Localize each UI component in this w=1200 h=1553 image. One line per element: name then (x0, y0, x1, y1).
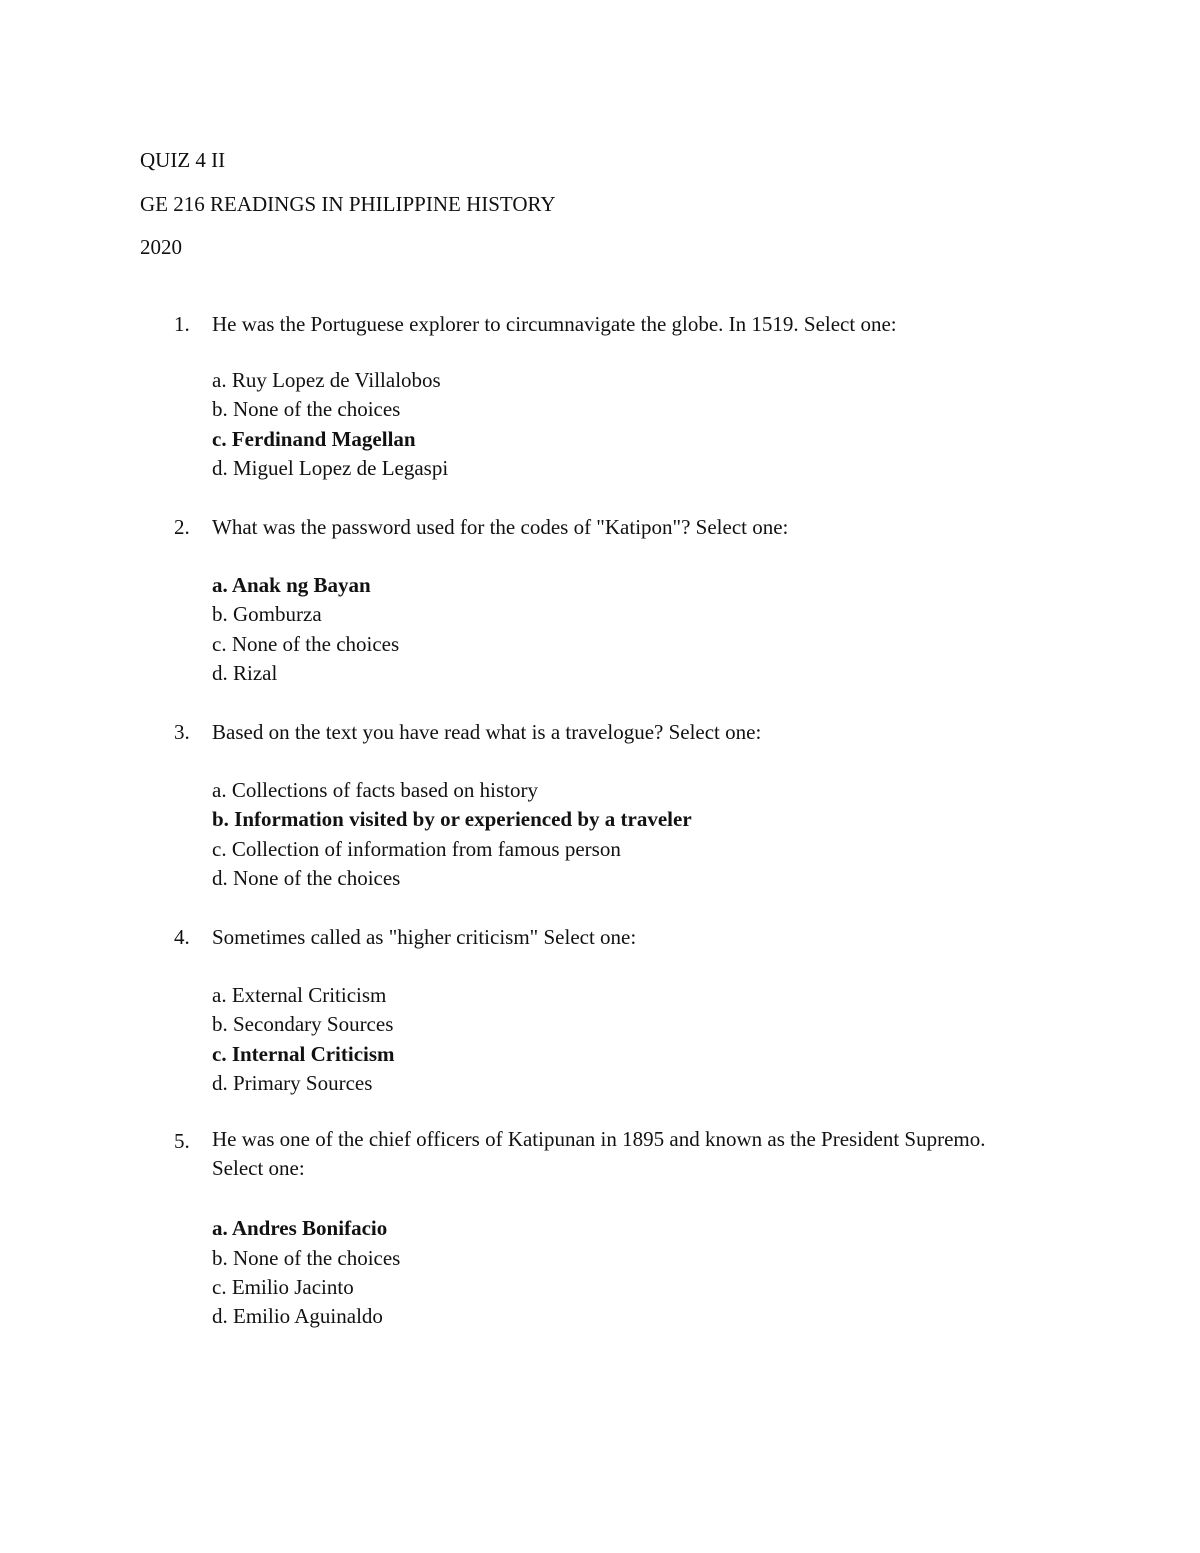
answer-option: d. None of the choices (212, 866, 401, 890)
answer-option: c. Emilio Jacinto (212, 1275, 354, 1299)
answer-option: b. Secondary Sources (212, 1012, 394, 1036)
answer-option: a. Ruy Lopez de Villalobos (212, 368, 441, 392)
question-number: 3. (174, 720, 190, 744)
answer-option: b. None of the choices (212, 397, 401, 421)
question-text: Based on the text you have read what is a travelogue? Select one: (212, 720, 762, 744)
answer-option: a. Collections of facts based on history (212, 778, 539, 802)
question-number: 1. (174, 312, 190, 336)
quiz-title: QUIZ 4 II (140, 148, 226, 172)
answer-option-correct: c. Internal Criticism (212, 1042, 395, 1066)
question-text: He was the Portuguese explorer to circumnavigate the globe. In 1519. Select one: (212, 312, 897, 336)
question-number: 5. (174, 1129, 190, 1153)
question-text: Sometimes called as "higher criticism" Select one: (212, 925, 637, 949)
answer-option: b. Gomburza (212, 602, 322, 626)
answer-option-correct: b. Information visited by or experienced by a traveler (212, 807, 692, 831)
answer-option-correct: a. Anak ng Bayan (212, 573, 371, 597)
answer-option: c. None of the choices (212, 632, 400, 656)
course-title: GE 216 READINGS IN PHILIPPINE HISTORY (140, 192, 556, 216)
answer-option: b. None of the choices (212, 1246, 401, 1270)
answer-option: c. Collection of information from famous person (212, 837, 621, 861)
year-label: 2020 (140, 235, 182, 259)
answer-option-correct: a. Andres Bonifacio (212, 1216, 388, 1240)
answer-option: d. Miguel Lopez de Legaspi (212, 456, 449, 480)
answer-option: d. Emilio Aguinaldo (212, 1304, 383, 1328)
answer-option-correct: c. Ferdinand Magellan (212, 427, 416, 451)
answer-option: a. External Criticism (212, 983, 387, 1007)
answer-option: d. Primary Sources (212, 1071, 373, 1095)
question-number: 4. (174, 925, 190, 949)
question-number: 2. (174, 515, 190, 539)
answer-option: d. Rizal (212, 661, 278, 685)
question-text: He was one of the chief officers of Katipunan in 1895 and known as the President Supremo. Select one: (212, 1127, 986, 1180)
question-text: What was the password used for the codes of "Katipon"? Select one: (212, 515, 789, 539)
